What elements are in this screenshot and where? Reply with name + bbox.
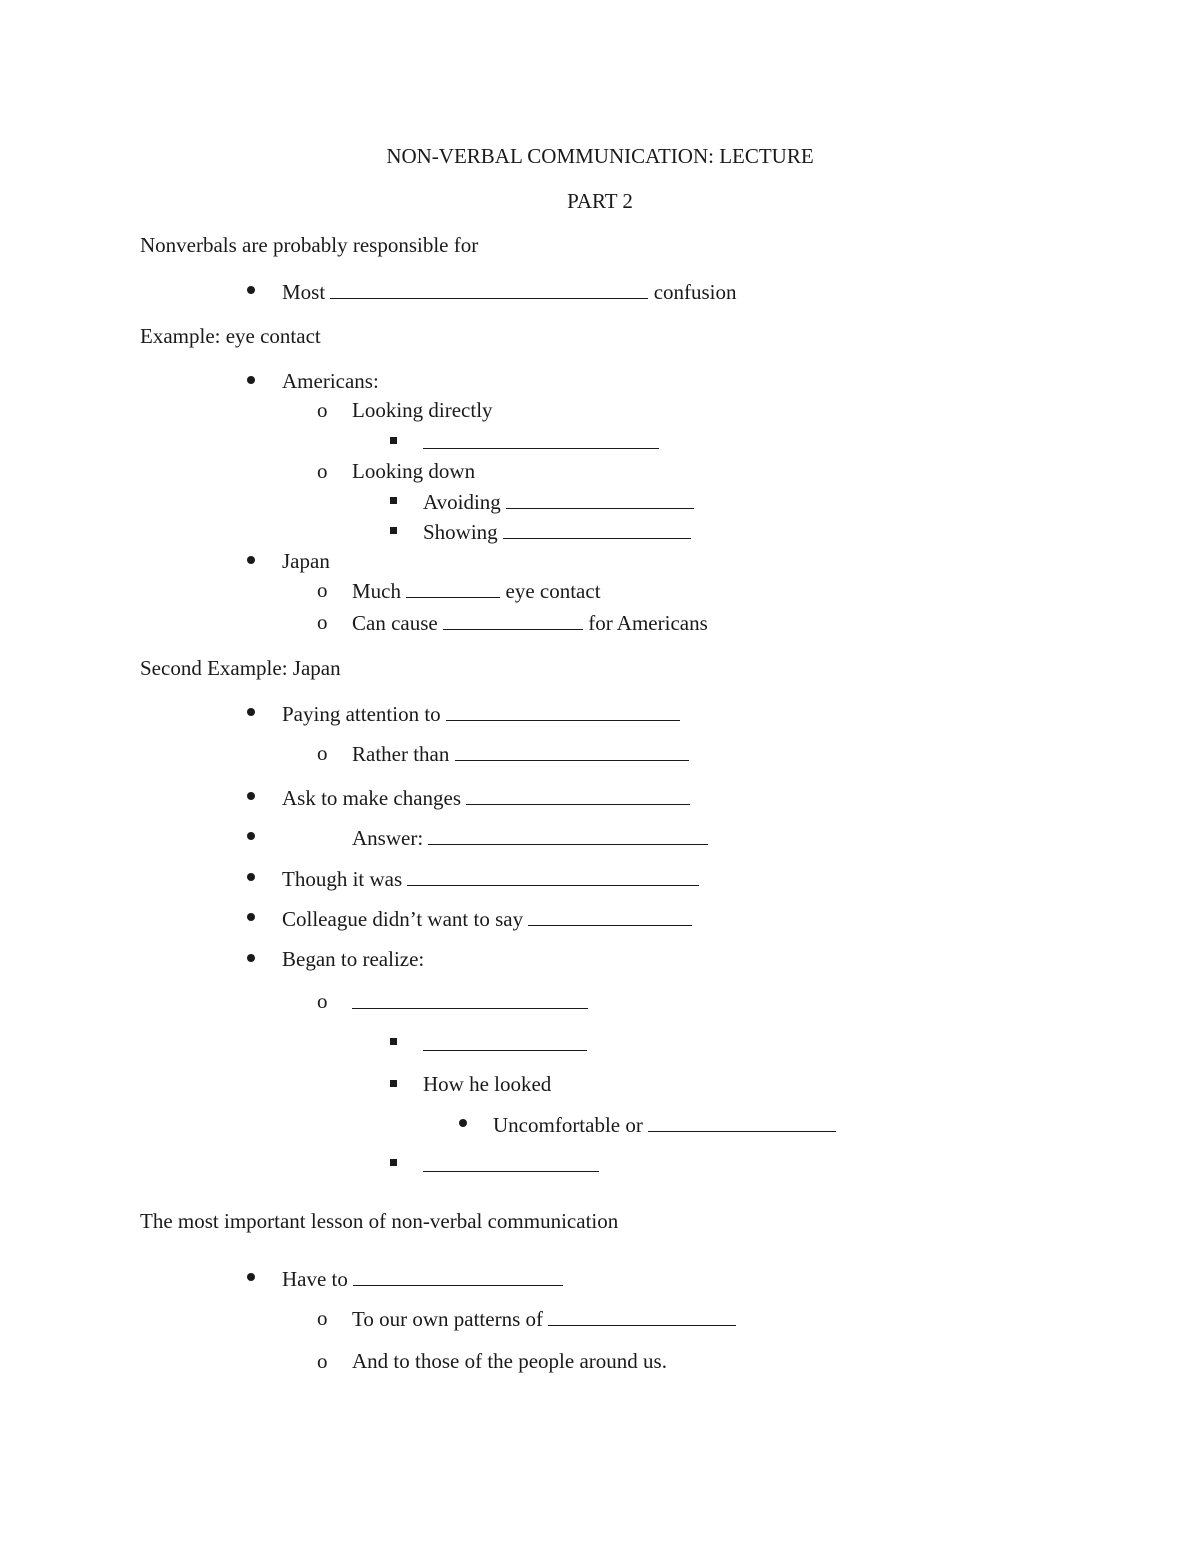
list-item-rather-than xyxy=(352,740,689,767)
list-item-looking-directly: Looking directly xyxy=(352,398,493,422)
fill-in-blank xyxy=(503,518,691,539)
item-text: Ask to make changes xyxy=(282,786,462,810)
item-text: To our own patterns of xyxy=(352,1307,543,1331)
list-item-have-to xyxy=(282,1265,563,1292)
bullet-dot xyxy=(247,832,255,840)
list-item-though-it-was xyxy=(282,865,699,892)
bullet-dot xyxy=(247,913,255,921)
item-text: confusion xyxy=(653,280,737,304)
bullet-square xyxy=(390,527,397,534)
fill-in-blank xyxy=(548,1305,736,1326)
fill-in-blank xyxy=(407,865,699,886)
bullet-dot xyxy=(247,1273,255,1281)
bullet-dot xyxy=(247,556,255,564)
bullet-dot xyxy=(247,286,255,294)
section-heading-second-example: Second Example: Japan xyxy=(140,656,341,680)
item-text: Have to xyxy=(282,1267,348,1291)
item-text: Paying attention to xyxy=(282,702,441,726)
list-item-showing xyxy=(423,518,691,545)
item-text: Answer: xyxy=(352,826,424,850)
bullet-dot xyxy=(247,708,255,716)
section-heading-eye-contact: Example: eye contact xyxy=(140,324,321,348)
list-item-paying-attention xyxy=(282,700,680,727)
list-item-blank-last xyxy=(423,1151,599,1178)
list-item-blank-directly xyxy=(423,428,659,455)
document-subtitle: PART 2 xyxy=(567,189,633,213)
bullet-circle: o xyxy=(317,1349,328,1373)
fill-in-blank xyxy=(406,577,500,598)
item-text: Rather than xyxy=(352,742,450,766)
list-item-uncomfortable xyxy=(493,1111,836,1138)
list-item-avoiding xyxy=(423,488,694,515)
fill-in-blank xyxy=(423,1151,599,1172)
section-heading-responsible: Nonverbals are probably responsible for xyxy=(140,233,479,257)
list-item-blank-sub xyxy=(423,1030,587,1057)
item-text: Uncomfortable or xyxy=(493,1113,643,1137)
bullet-circle: o xyxy=(317,398,328,422)
list-item-began-to-realize: Began to realize: xyxy=(282,947,425,971)
bullet-square xyxy=(390,437,397,444)
fill-in-blank xyxy=(648,1111,836,1132)
bullet-dot xyxy=(247,376,255,384)
bullet-dot xyxy=(247,954,255,962)
item-text: Can cause xyxy=(352,611,438,635)
fill-in-blank xyxy=(330,278,648,299)
fill-in-blank xyxy=(528,905,692,926)
list-item-americans: Americans: xyxy=(282,369,379,393)
item-text: Most xyxy=(282,280,326,304)
bullet-square xyxy=(390,1159,397,1166)
bullet-circle: o xyxy=(317,459,328,483)
list-item-own-patterns xyxy=(352,1305,736,1332)
bullet-square xyxy=(390,1080,397,1087)
fill-in-blank xyxy=(506,488,694,509)
section-heading-important-lesson: The most important lesson of non-verbal communication xyxy=(140,1209,619,1233)
bullet-square xyxy=(390,497,397,504)
bullet-circle: o xyxy=(317,1306,328,1330)
item-text: for Americans xyxy=(588,611,708,635)
bullet-dot xyxy=(247,873,255,881)
item-text: Much xyxy=(352,579,401,603)
list-item-can-cause xyxy=(352,609,708,636)
item-text: Showing xyxy=(423,520,498,544)
fill-in-blank xyxy=(423,1030,587,1051)
bullet-circle: o xyxy=(317,989,328,1013)
bullet-circle: o xyxy=(317,741,328,765)
fill-in-blank xyxy=(446,700,680,721)
fill-in-blank xyxy=(443,609,583,630)
fill-in-blank xyxy=(352,988,588,1009)
list-item-people-around-us: And to those of the people around us. xyxy=(352,1349,667,1373)
fill-in-blank xyxy=(466,784,690,805)
fill-in-blank xyxy=(428,824,708,845)
list-item-looking-down: Looking down xyxy=(352,459,476,483)
bullet-circle: o xyxy=(317,610,328,634)
bullet-square xyxy=(390,1038,397,1045)
item-text: Though it was xyxy=(282,867,403,891)
item-text: eye contact xyxy=(505,579,601,603)
list-item-blank-realize xyxy=(352,988,588,1015)
list-item-japan: Japan xyxy=(282,549,330,573)
fill-in-blank xyxy=(353,1265,563,1286)
item-text: Colleague didn’t want to say xyxy=(282,907,524,931)
list-item-colleague xyxy=(282,905,692,932)
list-item-much-eye-contact xyxy=(352,577,601,604)
bullet-circle: o xyxy=(317,578,328,602)
fill-in-blank xyxy=(455,740,689,761)
bullet-dot xyxy=(459,1119,467,1127)
list-item-ask-changes xyxy=(282,784,690,811)
bullet-dot xyxy=(247,792,255,800)
document-title: NON-VERBAL COMMUNICATION: LECTURE xyxy=(386,144,814,168)
list-item-how-he-looked: How he looked xyxy=(423,1072,552,1096)
item-text: Avoiding xyxy=(423,490,501,514)
list-item-answer xyxy=(352,824,708,851)
fill-in-blank xyxy=(423,428,659,449)
list-item-most-confusion xyxy=(282,278,737,305)
